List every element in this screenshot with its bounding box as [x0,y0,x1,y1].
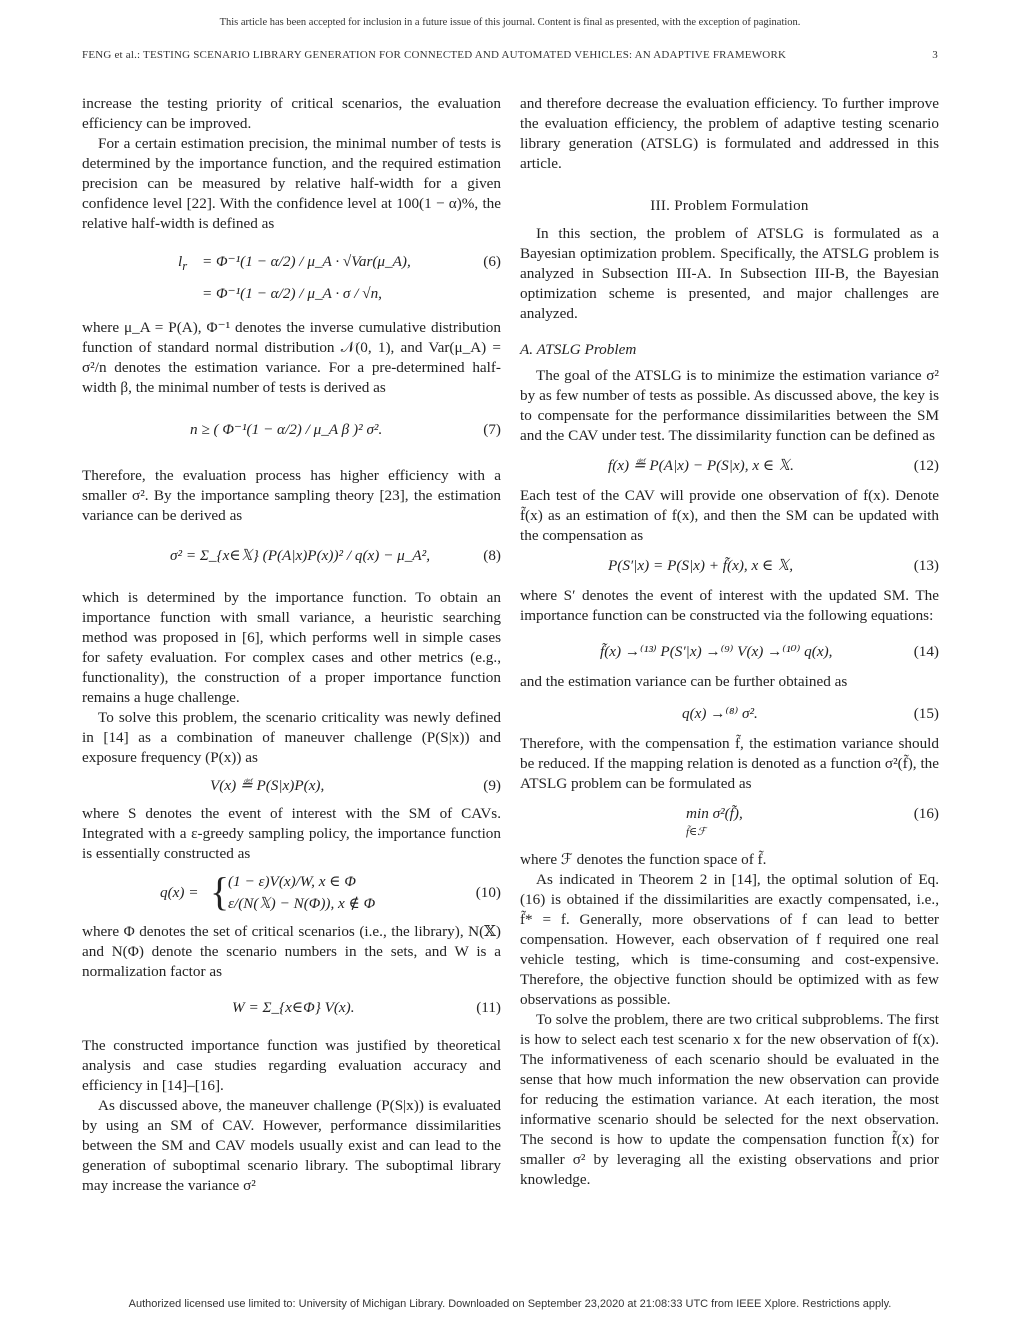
acceptance-notice: This article has been accepted for inclusion in a future issue of this journal. Content is final as presented, with the exception of pagination. [219,17,801,28]
paragraph: For a certain estimation precision, the minimal number of tests is determined by the importance function, and the required estimation precision can be measured by relative half-width for a given confidence level [22]. With the confidence level at 100(1 − α)%, the relative half-width is defined as [82,135,501,232]
subsection-heading: A. ATSLG Problem [520,341,637,358]
equation-9 [82,774,501,798]
running-head [82,49,938,61]
eq16-body: min σ²(f̃), [686,805,743,822]
equation-11 [82,990,501,1030]
eq11-body: W = Σ_{x∈Φ} V(x). [232,999,355,1016]
equation-number: (16) [913,805,939,822]
equation-16 [520,802,939,842]
paragraph: where S′ denotes the event of interest with the updated SM. The importance function can be constructed via the following equations: [520,587,939,624]
eq6-line2: = Φ⁻¹(1 − α/2) / μ_A · σ / √n, [202,285,382,302]
paragraph: where μ_A = P(A), Φ⁻¹ denotes the inverse cumulative distribution function of standard normal distribution 𝒩(0, 1), and Var(μ_A) = σ²/n denotes the estimation variance. For a pre-determined half-width β, the minimal number of tests is derived as [82,319,501,396]
paragraph: and the estimation variance can be further obtained as [520,673,848,690]
eq10-case2: ε/(N(𝕏) − N(Φ)), x ∉ Φ [228,895,376,912]
eq16-subscript: f̃∈ℱ [686,826,706,838]
paragraph: where Φ denotes the set of critical scenarios (i.e., the library), N(𝕏) and N(Φ) denote the scenario numbers in the sets, and W is a normalization factor as [82,923,501,980]
eq15-body: q(x) →⁽⁸⁾ σ². [682,705,758,722]
eq8-body: σ² = Σ_{x∈𝕏} (P(A|x)P(x))² / q(x) − μ_A², [170,547,431,564]
left-column [82,94,501,1196]
eq10-lhs: q(x) = [160,884,199,901]
equation-7 [82,406,501,460]
running-head-title: FENG et al.: TESTING SCENARIO LIBRARY GENERATION FOR CONNECTED AND AUTOMATED VEHICLES: AN ADAPTIVE FRAMEWORK [82,49,787,61]
equation-number: (8) [483,547,501,564]
eq10-case1: (1 − ε)V(x)/W, x ∈ Φ [228,873,356,890]
equation-number: (11) [476,999,501,1016]
equation-15 [520,700,939,726]
license-footer: Authorized licensed use limited to: University of Michigan Library. Downloaded on September 23,2020 at 21:08:33 UTC from IEEE Xplore. Restrictions apply. [128,1298,892,1310]
page-number: 3 [932,49,938,61]
eq12-body: f(x) ≝ P(A|x) − P(S|x), x ∈ 𝕏. [608,457,794,474]
equation-10 [82,869,501,916]
equation-number: (10) [475,884,501,901]
paragraph: The constructed importance function was justified by theoretical analysis and case studies regarding evaluation accuracy and efficiency in [14]–[16]. [82,1037,501,1094]
equation-6 [82,242,501,312]
eq6-lhs: $l_r$ [178,253,188,274]
equation-number: (13) [913,557,939,574]
paragraph: and therefore decrease the evaluation efficiency. To further improve the evaluation efficiency, the problem of adaptive testing scenario library generation (ATSLG) is formulated and addressed in this article. [520,95,939,172]
eq13-body: P(S′|x) = P(S|x) + f̃(x), x ∈ 𝕏, [608,557,794,574]
equation-number: (9) [483,777,501,794]
equation-number: (7) [483,421,501,438]
eq7-body: n ≥ ( Φ⁻¹(1 − α/2) / μ_A β )² σ². [190,421,383,438]
paragraph: Therefore, with the compensation f̃, the estimation variance should be reduced. If the mapping relation is denoted as a function σ²(f̃), the ATSLG problem can be formulated as [520,735,939,792]
paragraph: In this section, the problem of ATSLG is formulated as a Bayesian optimization problem. Specifically, the ATSLG problem is analyzed in Subsection III-A. In Subsection III-B, the Bayesian optimization scheme is presented, and major challenges are analyzed. [520,225,939,322]
paragraph: where ℱ denotes the function space of f̃. [520,851,767,868]
paragraph: Each test of the CAV will provide one observation of f(x). Denote f̃(x) as an estimation of f(x), and then the SM can be updated with the compensation as [520,487,939,544]
paragraph: The goal of the ATSLG is to minimize the estimation variance σ² by as few number of tests as possible. As discussed above, the key is to compensate for the performance dissimilarities between the SM and the CAV under test. The dissimilarity function can be defined as [520,367,939,444]
paragraph: increase the testing priority of critical scenarios, the evaluation efficiency can be improved. [82,95,501,132]
right-column [520,94,939,1190]
equation-number: (12) [913,457,939,474]
equation-14 [520,636,939,664]
section-heading: III. Problem Formulation [650,198,809,214]
paragraph: To solve this problem, the scenario criticality was newly defined in [14] as a combination of maneuver challenge (P(S|x)) and exposure frequency (P(x)) as [82,709,501,766]
eq14-body: f̃(x) →⁽¹³⁾ P(S′|x) →⁽⁹⁾ V(x) →⁽¹⁰⁾ q(x), [600,643,833,660]
eq9-body: V(x) ≝ P(S|x)P(x), [210,777,325,794]
eq10-brace: { [210,869,230,914]
equation-13 [520,554,939,578]
equation-number: (14) [913,643,939,660]
equation-12 [520,454,939,478]
paragraph: To solve the problem, there are two critical subproblems. The first is how to select each test scenario x for the new observation of f(x). The informativeness of each scenario should be evaluated in the sense that how much information the new observation can provide for reducing the estimation variance. At each iteration, the most informative scenario should be selected for the next observation. The second is how to update the compensation function f̃(x) for smaller σ² by leveraging all the existing observations and prior knowledge. [520,1011,939,1188]
equation-number: (15) [913,705,939,722]
paragraph: where S denotes the event of interest with the SM of CAVs. Integrated with a ε-greedy sampling policy, the importance function is essentially constructed as [82,805,501,862]
equation-number: (6) [483,253,501,270]
equation-8 [82,534,501,582]
paragraph: As discussed above, the maneuver challenge (P(S|x)) is evaluated by using an SM of CAV. However, performance dissimilarities between the SM and CAV models usually exist and can lead to the generation of suboptimal scenario library. The suboptimal library may increase the variance σ² [82,1097,501,1194]
paragraph: Therefore, the evaluation process has higher efficiency with a smaller σ². By the importance sampling theory [23], the estimation variance can be derived as [82,467,501,524]
eq6-line1: = Φ⁻¹(1 − α/2) / μ_A · √Var(μ_A), [202,253,411,270]
paragraph: which is determined by the importance function. To obtain an importance function with small variance, a heuristic searching method was proposed in [6], which performs well in simple cases for safety evaluation. For complex cases and other metrics (e.g., functionality), the construction of a proper importance function remains a huge challenge. [82,589,501,706]
paragraph: As indicated in Theorem 2 in [14], the optimal solution of Eq. (16) is obtained if the dissimilarities are exactly compensated, i.e., f̃* = f. Generally, more observations of f can lead to better compensation. However, each observation of f required one real vehicle testing, which is time-consuming and cost-expensive. Therefore, the objective function should be optimized with as few observations as possible. [520,871,939,1008]
